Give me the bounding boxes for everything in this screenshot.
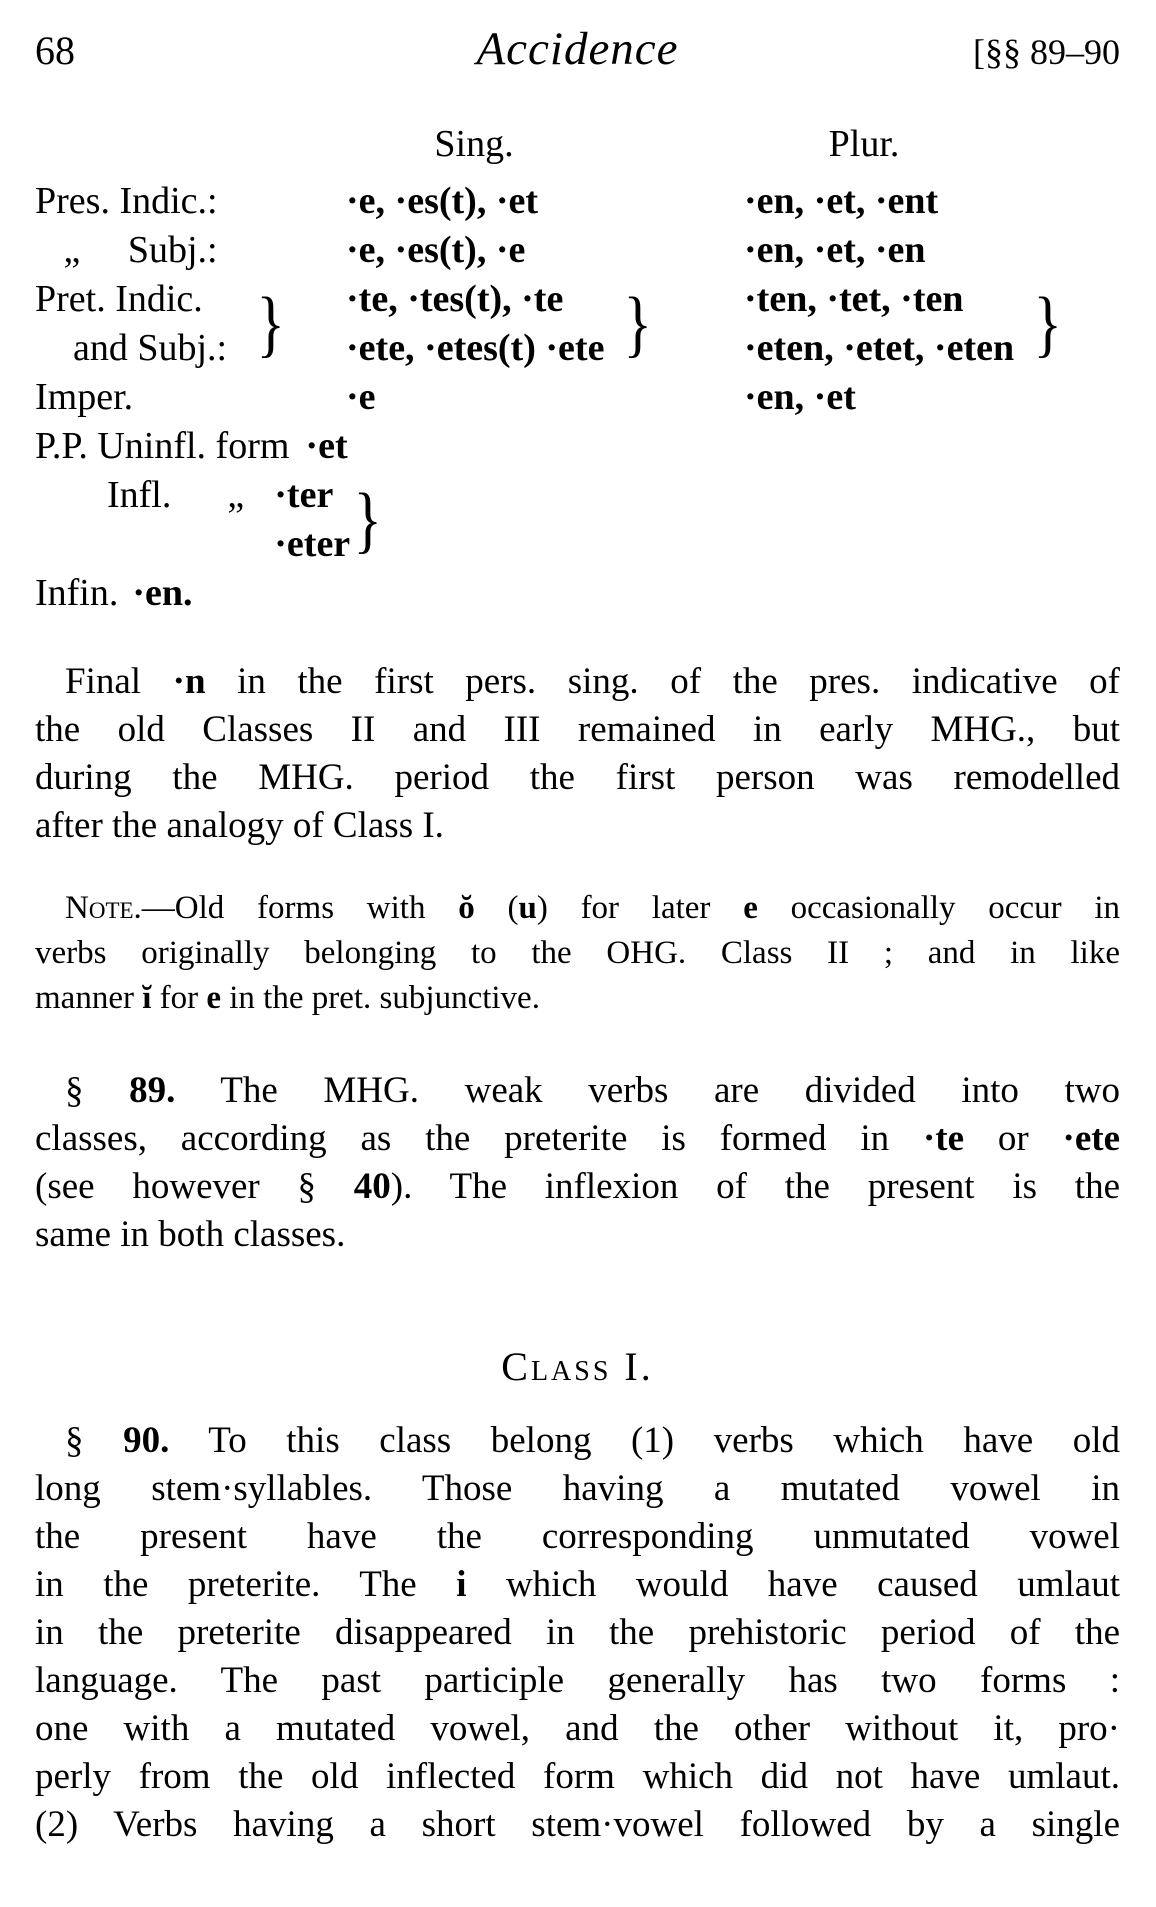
plural-endings: ·en, ·et, ·en xyxy=(744,229,926,271)
pret-plural-lines xyxy=(744,275,1014,373)
pret-plural-cell xyxy=(744,275,1120,373)
table-row-pres-subj xyxy=(35,226,1120,275)
brace-glyph: } xyxy=(353,479,383,561)
row-label: Pret. Indic. xyxy=(35,278,203,320)
text-line: one with a mutated vowel, and the other without it, pro· xyxy=(35,1708,1120,1749)
paragraph-section-89 xyxy=(35,1067,1120,1259)
table-row-pres-indic xyxy=(35,177,1120,226)
plural-endings: ·en, ·et xyxy=(744,376,856,418)
text-line: language. The past participle generally has two forms : xyxy=(35,1660,1120,1701)
text-line: perly from the old inflected form which did not have umlaut. xyxy=(35,1756,1120,1797)
text-line: § 90. To this class belong (1) verbs which have old xyxy=(65,1420,1121,1461)
singular-endings: ·te, ·tes(t), ·te xyxy=(346,278,564,320)
text-line: long stem·syllables. Those having a mutated vowel in xyxy=(35,1468,1120,1509)
ending-value: ·eter xyxy=(274,523,351,565)
plural-endings: ·eten, ·etet, ·eten xyxy=(744,327,1015,369)
text-line: during the MHG. period the first person was remodelled xyxy=(35,757,1120,798)
page-number: 68 xyxy=(35,28,75,73)
row-label: „ Subj.: xyxy=(35,229,218,271)
text-line: in the preterite. The i which would have caused umlaut xyxy=(35,1564,1120,1605)
brace-glyph: } xyxy=(256,283,286,365)
row-label: Imper. xyxy=(35,376,134,418)
ending-value: ·ter xyxy=(274,474,334,516)
paragraph-note xyxy=(35,886,1120,1021)
row-label: Pres. Indic.: xyxy=(35,180,218,222)
singular-endings: ·ete, ·etes(t) ·ete xyxy=(346,327,605,369)
pret-singular-lines xyxy=(346,275,604,373)
text-line: (2) Verbs having a short stem·vowel followed by a single xyxy=(35,1804,1120,1845)
pret-label-lines xyxy=(35,275,227,373)
plural-endings: ·ten, ·tet, ·ten xyxy=(744,278,964,320)
ditto-mark: „ xyxy=(227,474,245,516)
singular-endings: ·e, ·es(t), ·et xyxy=(346,180,539,222)
row-label: P.P. Uninfl. form xyxy=(35,425,290,467)
table-row-pp-uninflected xyxy=(35,422,1120,471)
text-line: after the analogy of Class I. xyxy=(35,805,444,846)
text-line: (see however § 40). The inflexion of the present is the xyxy=(35,1166,1121,1207)
text-line: classes, according as the preterite is formed in ·te or ·ete xyxy=(35,1118,1120,1159)
table-row-pp-inflected xyxy=(35,471,1120,569)
table-row-imper xyxy=(35,373,1120,422)
text-line: manner ĭ for e in the pret. subjunctive. xyxy=(35,980,540,1016)
brace-glyph: } xyxy=(623,283,653,365)
text-line: same in both classes. xyxy=(35,1214,346,1255)
text-line: verbs originally belonging to the OHG. Class II ; and in like xyxy=(35,935,1120,971)
ending-value: ·et xyxy=(305,425,348,467)
text-line: § 89. The MHG. weak verbs are divided into two xyxy=(65,1070,1121,1111)
ending-value: ·en. xyxy=(132,572,193,614)
pret-singular-cell xyxy=(346,275,744,373)
text-line: Note.—Old forms with ŏ (u) for later e occasionally occur in xyxy=(65,890,1120,926)
paradigm-table xyxy=(35,120,1120,618)
brace-glyph: } xyxy=(1033,283,1063,365)
paragraph-final-n xyxy=(35,658,1120,850)
table-column-headers xyxy=(35,120,1120,169)
inflected-ending-lines xyxy=(274,471,350,569)
singular-column-header: Sing. xyxy=(434,123,514,165)
singular-endings: ·e, ·es(t), ·e xyxy=(346,229,526,271)
plural-column-header: Plur. xyxy=(828,123,900,165)
running-head xyxy=(35,22,1120,76)
text-line: the present have the corresponding unmutated vowel xyxy=(35,1516,1120,1557)
text-line: the old Classes II and III remained in early MHG., but xyxy=(35,709,1120,750)
singular-endings: ·e xyxy=(346,376,376,418)
table-row-pret-group xyxy=(35,275,1120,373)
class-1-heading: Class I. xyxy=(501,1344,654,1389)
section-range: [§§ 89–90 xyxy=(973,32,1120,72)
paragraph-section-90 xyxy=(35,1417,1120,1849)
table-row-infinitive xyxy=(35,569,1120,618)
running-title: Accidence xyxy=(476,23,679,75)
row-label: Infl. xyxy=(107,474,172,516)
row-label: and Subj.: xyxy=(35,327,228,369)
row-label: Infin. xyxy=(35,572,119,614)
text-line: Final ·n in the first pers. sing. of the pres. indicative of xyxy=(65,661,1120,702)
pret-label-cell xyxy=(35,275,346,373)
plural-endings: ·en, ·et, ·ent xyxy=(744,180,939,222)
text-line: in the preterite disappeared in the prehistoric period of the xyxy=(35,1612,1120,1653)
